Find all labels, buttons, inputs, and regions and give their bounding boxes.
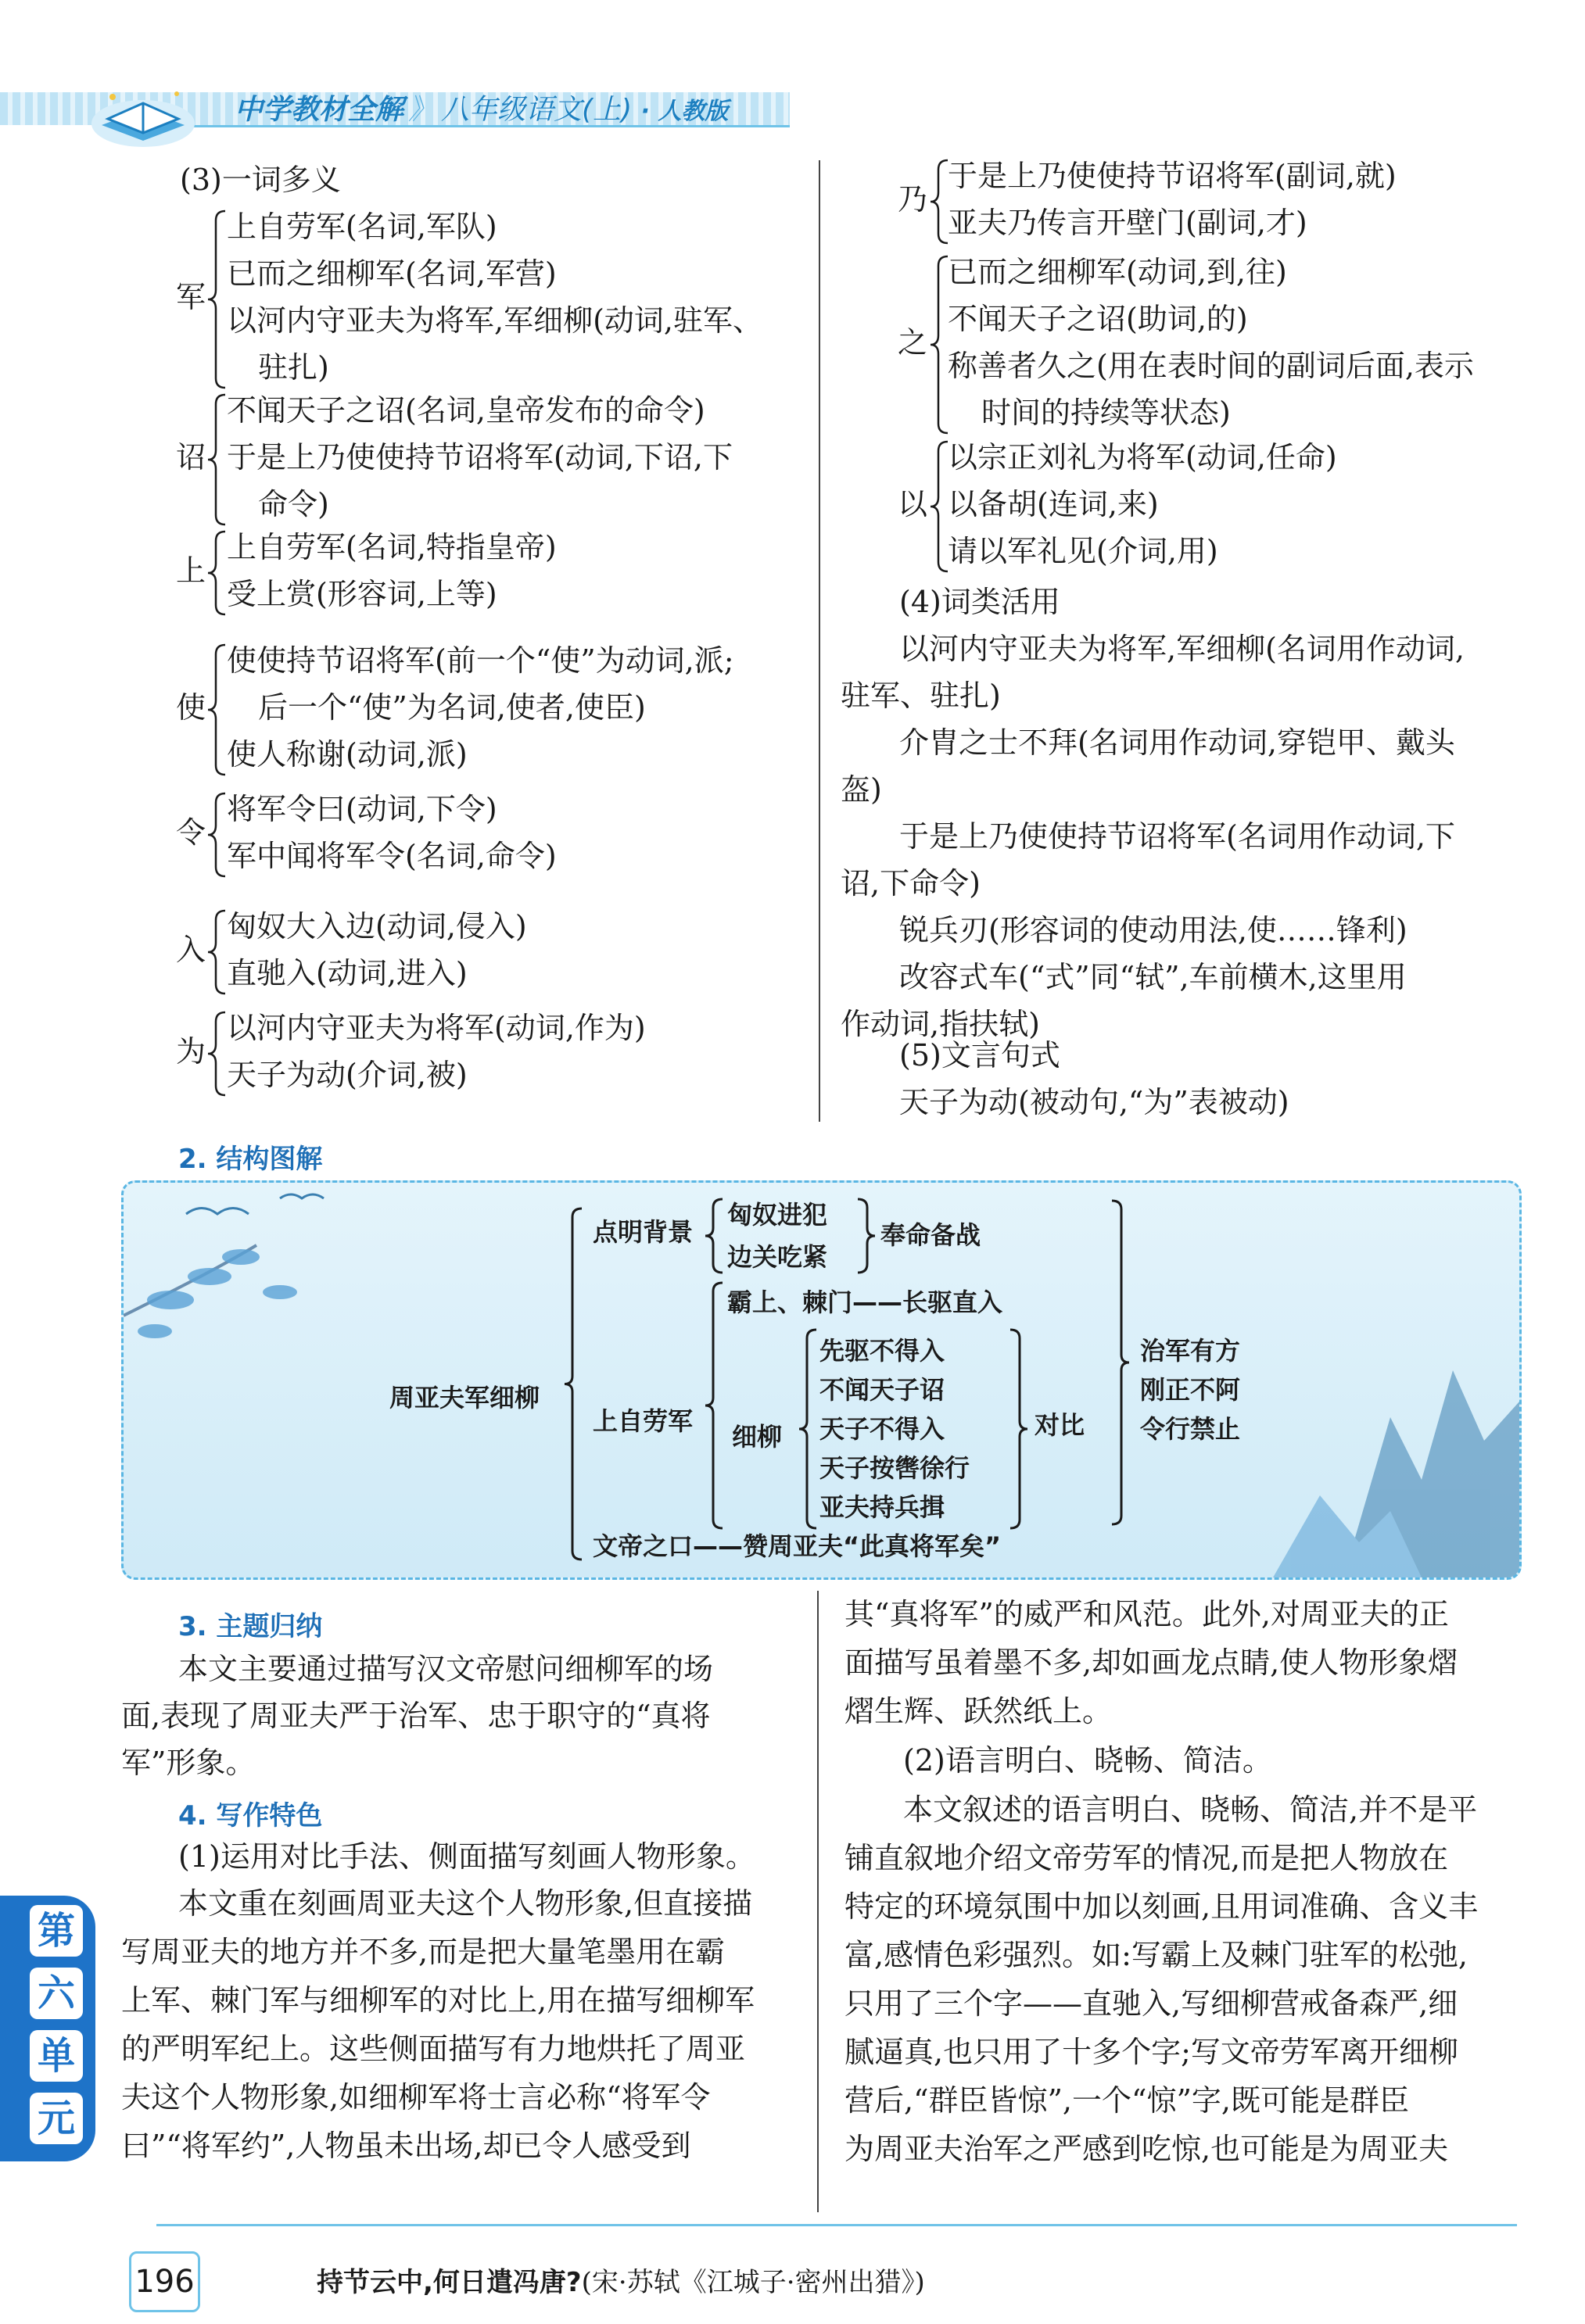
diagram-trait: 刚正不阿	[1140, 1375, 1241, 1405]
feature-line: 营后,“群臣皆惊”,一个“惊”字,既可能是群臣	[844, 2083, 1409, 2118]
footer-quote-source: (宋·苏轼《江城子·密州出猎》)	[581, 2267, 925, 2298]
polysemy-example: 上自劳军(名词,特指皇帝)	[227, 530, 557, 564]
polysemy-example: 受上赏(形容词,上等)	[227, 577, 497, 611]
word-class-line: 盔)	[841, 772, 882, 807]
diagram-trait: 治军有方	[1140, 1336, 1241, 1366]
unit-tab-char: 第	[30, 1905, 83, 1957]
feature-line: 曰”“将军约”,人物虽未出场,却已令人感受到	[121, 2129, 691, 2163]
word-class-line: 诏,下命令)	[841, 866, 981, 901]
brace-icon	[205, 1009, 228, 1098]
polysemy-headword: 上	[176, 553, 206, 588]
polysemy-example: 将军令曰(动词,下令)	[227, 792, 497, 826]
polysemy-example: 时间的持续等状态)	[981, 396, 1231, 430]
brace-icon	[205, 908, 228, 997]
section4-heading: 4. 写作特色	[178, 1800, 323, 1832]
feature-line: 本文重在刻画周亚夫这个人物形象,但直接描	[178, 1886, 753, 1921]
footer-rule	[156, 2224, 1517, 2226]
feature-line: 本文叙述的语言明白、晓畅、简洁,并不是平	[903, 1792, 1478, 1827]
structure-diagram	[121, 1180, 1522, 1580]
footer-quote	[317, 2261, 925, 2299]
diagram-background-item: 匈奴进犯	[727, 1200, 828, 1230]
polysemy-example: 匈奴大入边(动词,侵入)	[227, 909, 527, 944]
word-class-line: 介胄之士不拜(名词用作动词,穿铠甲、戴头	[899, 725, 1455, 760]
sentence-pattern-line: 天子为动(被动句,“为”表被动)	[899, 1085, 1289, 1119]
feature-line: 为周亚夫治军之严感到吃惊,也可能是为周亚夫	[844, 2132, 1449, 2166]
brace-icon	[205, 528, 228, 618]
feature-line: 上军、棘门军与细柳军的对比上,用在描写细柳军	[121, 1983, 755, 2018]
unit-tab-char: 单	[30, 2030, 83, 2082]
feature-line: 特定的环境氛围中加以刻画,且用词准确、含义丰	[844, 1889, 1479, 1924]
feature-line: 面描写虽着墨不多,却如画龙点睛,使人物形象熠	[844, 1645, 1458, 1680]
feature-line: 夫这个人物形象,如细柳军将士言必称“将军令	[121, 2080, 711, 2115]
feature-line: 富,感情色彩强烈。如:写霸上及棘门驻军的松弛,	[844, 1938, 1468, 1972]
subsection-heading: (5)文言句式	[899, 1038, 1060, 1072]
brace-icon	[796, 1327, 819, 1531]
section2-heading: 2. 结构图解	[178, 1144, 323, 1175]
polysemy-headword: 入	[176, 933, 206, 967]
bird-icon	[280, 1194, 324, 1198]
brace-icon	[561, 1206, 585, 1562]
feature-line: 其“真将军”的威严和风范。此外,对周亚夫的正	[844, 1597, 1449, 1631]
polysemy-example: 以河内守亚夫为将军,军细柳(动词,驻军、	[227, 303, 762, 338]
polysemy-example: 以备胡(连词,来)	[948, 487, 1159, 521]
word-class-line: 驻军、驻扎)	[841, 679, 1001, 713]
polysemy-headword: 诏	[176, 440, 206, 474]
feature-line: 只用了三个字——直驰入,写细柳营戒备森严,细	[844, 1986, 1458, 2021]
polysemy-example: 直驰入(动词,进入)	[227, 956, 468, 990]
diagram-root: 周亚夫军细柳	[389, 1383, 540, 1413]
polysemy-example: 以河内守亚夫为将军(动词,作为)	[227, 1011, 646, 1045]
polysemy-headword: 令	[176, 815, 206, 850]
brace-icon	[702, 1197, 726, 1275]
polysemy-example: 军中闻将军令(名词,命令)	[227, 839, 557, 873]
subsection-heading: (4)词类活用	[899, 585, 1060, 619]
polysemy-example: 天子为动(介词,被)	[227, 1058, 468, 1092]
diagram-background-label: 点明背景	[593, 1217, 694, 1247]
unit-tab-char: 六	[30, 1968, 83, 2019]
section3-heading: 3. 主题归纳	[178, 1611, 323, 1642]
word-class-line: 锐兵刃(形容词的使动用法,使……锋利)	[899, 913, 1407, 947]
feature-line: 铺直叙地介绍文帝劳军的情况,而是把人物放在	[844, 1841, 1449, 1875]
polysemy-example: 后一个“使”为名词,使者,使臣)	[258, 690, 646, 725]
polysemy-headword: 以	[898, 487, 928, 521]
diagram-emperor-line: 文帝之口——赞周亚夫“此真将军矣”	[593, 1531, 1002, 1561]
column-divider	[819, 160, 820, 1122]
leaves-icon	[138, 1249, 297, 1338]
polysemy-headword: 使	[176, 690, 206, 725]
closing-brace-icon	[1007, 1327, 1031, 1531]
diagram-background-result: 奉命备战	[880, 1220, 981, 1250]
column-divider-lower	[817, 1591, 819, 2212]
feature-line: 的严明军纪上。这些侧面描写有力地烘托了周亚	[121, 2032, 746, 2066]
diagram-contrast-label: 对比	[1035, 1410, 1085, 1440]
closing-brace-icon	[855, 1197, 878, 1275]
polysemy-example: 于是上乃使使持节诏将军(动词,下诏,下	[227, 440, 733, 474]
polysemy-example: 以宗正刘礼为将军(动词,任命)	[948, 440, 1337, 474]
footer-quote-text: 持节云中,何日遣冯唐?	[317, 2267, 582, 2298]
title-separator: 》	[408, 94, 437, 126]
feature-line: 腻逼真,也只用了十多个字;写文帝劳军离开细柳	[844, 2035, 1458, 2069]
diagram-background-item: 边关吃紧	[727, 1242, 828, 1272]
diagram-xiliu-item: 先驱不得入	[819, 1336, 945, 1366]
diagram-trait: 令行禁止	[1140, 1414, 1241, 1444]
polysemy-headword: 之	[898, 325, 928, 360]
page-number: 196	[129, 2251, 200, 2312]
brace-icon	[205, 208, 228, 391]
brace-icon	[205, 392, 228, 528]
subsection-heading: (3)一词多义	[180, 163, 341, 197]
polysemy-example: 已而之细柳军(动词,到,往)	[948, 255, 1287, 289]
unit-tab	[0, 1896, 95, 2161]
subsection-heading: (1)运用对比手法、侧面描写刻画人物形象。	[178, 1839, 755, 1874]
polysemy-example: 使人称谢(动词,派)	[227, 737, 468, 772]
diagram-visit-label: 上自劳军	[593, 1406, 694, 1436]
diagram-xiliu-item: 天子按辔徐行	[819, 1453, 970, 1483]
theme-line: 本文主要通过描写汉文帝慰问细柳军的场	[178, 1652, 714, 1686]
bird-icon	[186, 1209, 249, 1215]
book-subtitle: 八年级语文(上)	[441, 94, 633, 126]
brace-icon	[205, 642, 228, 778]
unit-tab-char: 元	[30, 2093, 83, 2144]
brace-icon	[702, 1280, 726, 1531]
polysemy-example: 不闻天子之诏(名词,皇帝发布的命令)	[227, 393, 705, 428]
diagram-visit-first: 霸上、棘门——长驱直入	[727, 1287, 1003, 1317]
polysemy-example: 已而之细柳军(名词,军营)	[227, 256, 557, 291]
feature-line: 熠生辉、跃然纸上。	[844, 1694, 1113, 1728]
polysemy-example: 亚夫乃传言开壁门(副词,才)	[948, 206, 1307, 240]
word-class-line: 于是上乃使使持节诏将军(名词用作动词,下	[899, 819, 1455, 854]
book-logo-icon	[84, 78, 202, 153]
polysemy-headword: 乃	[898, 182, 928, 217]
polysemy-example: 请以军礼见(介词,用)	[948, 534, 1218, 568]
word-class-line: 以河内守亚夫为将军,军细柳(名词用作动词,	[899, 632, 1465, 666]
polysemy-example: 称善者久之(用在表时间的副词后面,表示	[948, 349, 1474, 383]
polysemy-headword: 为	[176, 1034, 206, 1069]
brace-icon	[205, 790, 228, 879]
polysemy-headword: 军	[176, 280, 206, 314]
mountain-icon	[1273, 1370, 1519, 1577]
theme-line: 军”形象。	[121, 1746, 256, 1780]
diagram-xiliu-item: 天子不得入	[819, 1414, 945, 1444]
feature-line: 写周亚夫的地方并不多,而是把大量笔墨用在霸	[121, 1935, 726, 1969]
diagram-xiliu-item: 亚夫持兵揖	[819, 1492, 945, 1522]
closing-brace-icon	[1109, 1198, 1132, 1527]
polysemy-example: 不闻天子之诏(助词,的)	[948, 302, 1248, 336]
word-class-line: 作动词,指扶轼)	[841, 1007, 1040, 1041]
word-class-line: 改容式车(“式”同“轼”,车前横木,这里用	[899, 960, 1407, 994]
header-title	[235, 88, 728, 127]
subsection-heading: (2)语言明白、晓畅、简洁。	[903, 1743, 1272, 1778]
diagram-xiliu-item: 不闻天子诏	[819, 1375, 945, 1405]
polysemy-example: 使使持节诏将军(前一个“使”为动词,派;	[227, 643, 734, 678]
theme-line: 面,表现了周亚夫严于治军、忠于职守的“真将	[121, 1699, 711, 1733]
book-edition: · 人教版	[640, 98, 729, 125]
diagram-xiliu-label: 细柳	[732, 1422, 783, 1452]
book-title: 中学教材全解	[235, 94, 404, 126]
polysemy-example: 驻扎)	[258, 350, 329, 385]
polysemy-example: 命令)	[258, 487, 329, 521]
polysemy-example: 于是上乃使使持节诏将军(副词,就)	[948, 159, 1397, 193]
polysemy-example: 上自劳军(名词,军队)	[227, 209, 497, 244]
